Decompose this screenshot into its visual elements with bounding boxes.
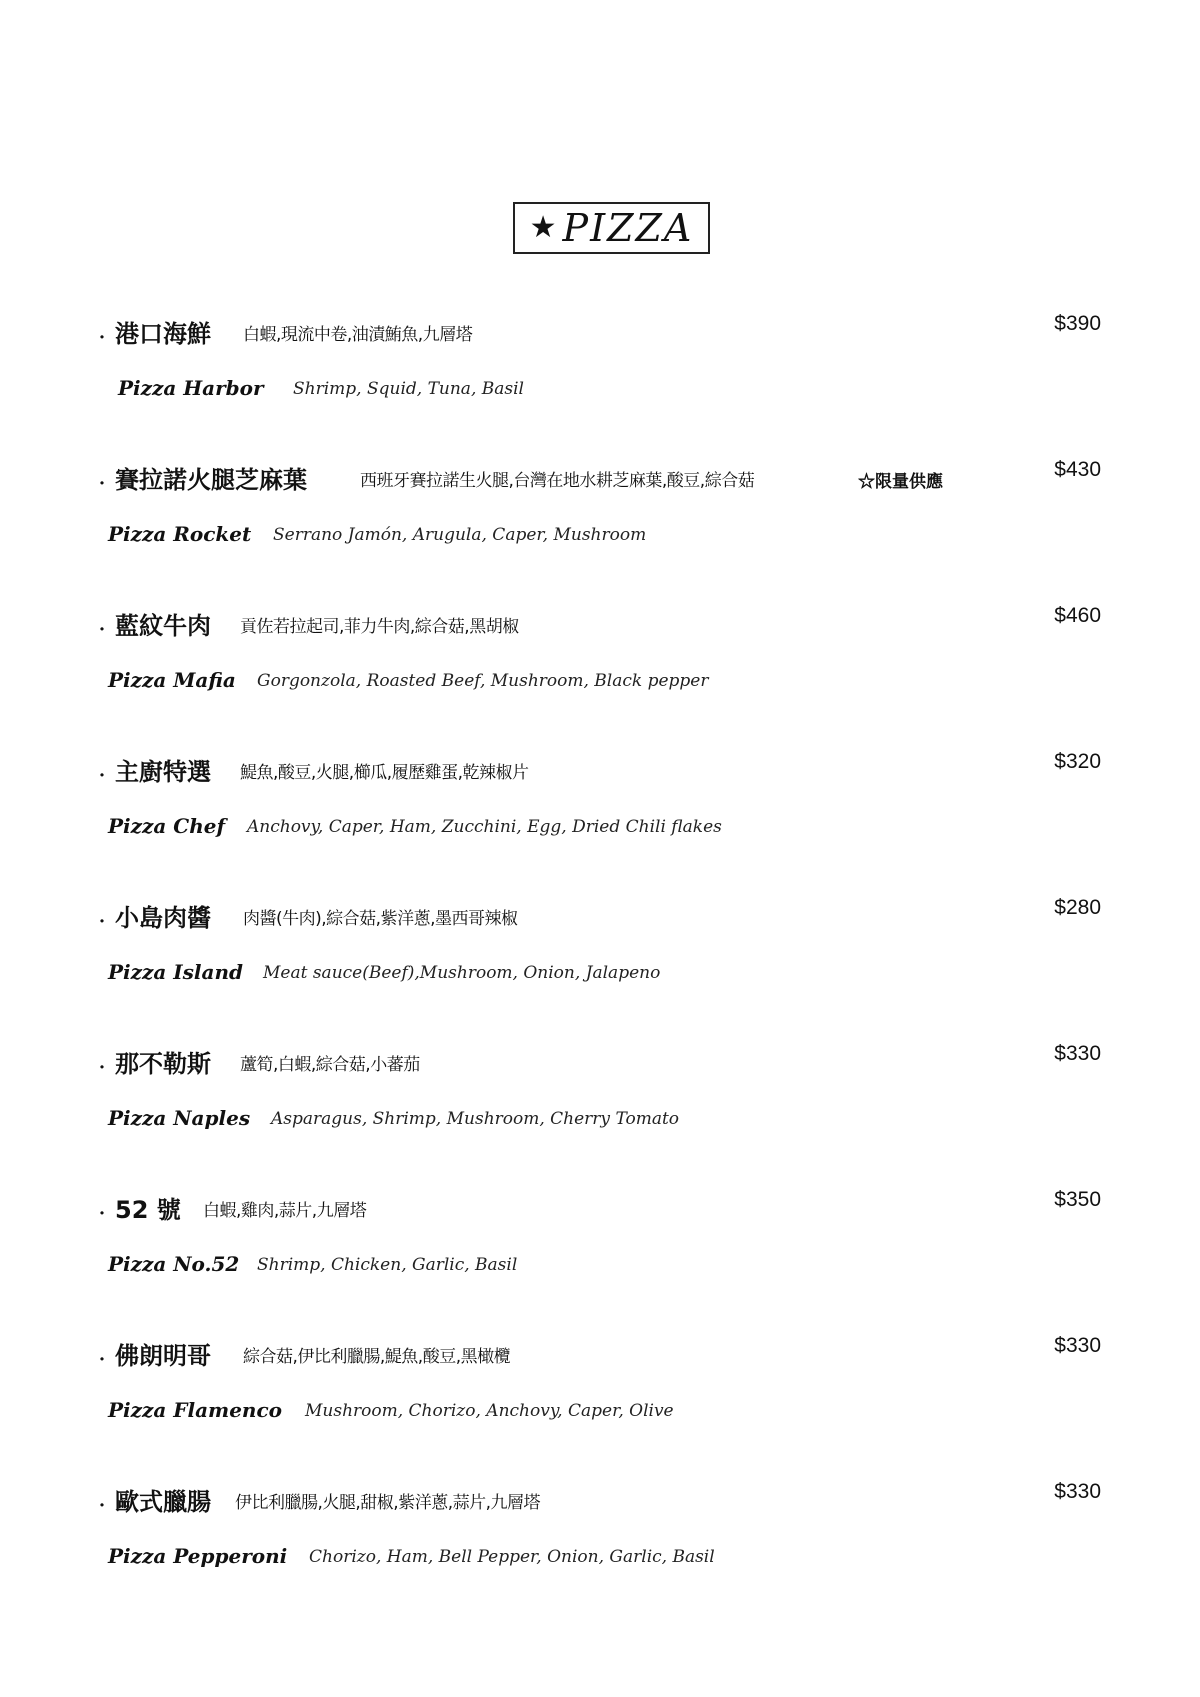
item-price: $350 bbox=[1054, 1188, 1101, 1211]
bullet-icon: ・ bbox=[93, 1350, 111, 1371]
item-english-name: Pizza Harbor bbox=[118, 376, 264, 400]
item-english-description: Mushroom, Chorizo, Anchovy, Caper, Olive bbox=[305, 1401, 674, 1421]
item-chinese-description: 伊比利臘腸,火腿,甜椒,紫洋蔥,蒜片,九層塔 bbox=[235, 1493, 541, 1513]
item-price: $330 bbox=[1054, 1480, 1101, 1503]
item-english-description: Chorizo, Ham, Bell Pepper, Onion, Garlic, Basil bbox=[309, 1547, 715, 1567]
item-chinese-description: 貢佐若拉起司,菲力牛肉,綜合菇,黑胡椒 bbox=[240, 617, 519, 637]
item-chinese-description: 鯷魚,酸豆,火腿,櫛瓜,履歷雞蛋,乾辣椒片 bbox=[240, 763, 529, 783]
item-english-description: Anchovy, Caper, Ham, Zucchini, Egg, Dried Chili flakes bbox=[247, 817, 722, 837]
item-chinese-description: 綜合菇,伊比利臘腸,鯷魚,酸豆,黑橄欖 bbox=[243, 1347, 511, 1367]
bullet-icon: ・ bbox=[93, 1204, 111, 1225]
item-english-name: Pizza Mafia bbox=[108, 668, 236, 692]
menu-item bbox=[0, 1188, 1200, 1340]
item-english-name: Pizza Chef bbox=[108, 814, 226, 838]
item-price: $330 bbox=[1054, 1042, 1101, 1065]
bullet-icon: ・ bbox=[93, 1496, 111, 1517]
menu-section-title bbox=[513, 202, 710, 254]
section-title-text: PIZZA bbox=[562, 206, 694, 250]
item-chinese-name: 佛朗明哥 bbox=[115, 1342, 211, 1370]
item-english-description: Asparagus, Shrimp, Mushroom, Cherry Tomato bbox=[271, 1109, 680, 1129]
item-english-name: Pizza Naples bbox=[108, 1106, 251, 1130]
item-chinese-name: 港口海鮮 bbox=[115, 320, 211, 348]
item-english-description: Shrimp, Squid, Tuna, Basil bbox=[293, 379, 524, 399]
limited-supply-note: ☆限量供應 bbox=[858, 472, 943, 492]
item-english-description: Shrimp, Chicken, Garlic, Basil bbox=[257, 1255, 518, 1275]
item-chinese-name: 52 號 bbox=[115, 1196, 181, 1224]
item-chinese-description: 西班牙賽拉諾生火腿,台灣在地水耕芝麻葉,酸豆,綜合菇 bbox=[360, 471, 755, 491]
item-chinese-name: 主廚特選 bbox=[115, 758, 211, 786]
item-chinese-name: 賽拉諾火腿芝麻葉 bbox=[115, 466, 307, 494]
item-chinese-name: 那不勒斯 bbox=[115, 1050, 211, 1078]
menu-item bbox=[0, 896, 1200, 1048]
bullet-icon: ・ bbox=[93, 620, 111, 641]
item-price: $390 bbox=[1054, 312, 1101, 335]
item-english-name: Pizza No.52 bbox=[108, 1252, 240, 1276]
item-price: $330 bbox=[1054, 1334, 1101, 1357]
item-chinese-name: 藍紋牛肉 bbox=[115, 612, 211, 640]
item-chinese-description: 蘆筍,白蝦,綜合菇,小蕃茄 bbox=[240, 1055, 420, 1075]
star-icon: ★ bbox=[529, 210, 557, 245]
menu-item bbox=[0, 750, 1200, 902]
bullet-icon: ・ bbox=[93, 474, 111, 495]
item-english-name: Pizza Pepperoni bbox=[108, 1544, 288, 1568]
item-price: $460 bbox=[1054, 604, 1101, 627]
item-price: $280 bbox=[1054, 896, 1101, 919]
item-chinese-name: 歐式臘腸 bbox=[115, 1488, 211, 1516]
item-english-name: Pizza Flamenco bbox=[108, 1398, 282, 1422]
item-chinese-description: 白蝦,現流中卷,油漬鮪魚,九層塔 bbox=[243, 325, 473, 345]
menu-item bbox=[0, 1480, 1200, 1632]
item-chinese-name: 小島肉醬 bbox=[115, 904, 211, 932]
menu-item bbox=[0, 1042, 1200, 1194]
item-english-name: Pizza Rocket bbox=[108, 522, 252, 546]
menu-item bbox=[0, 458, 1200, 610]
item-chinese-description: 肉醬(牛肉),綜合菇,紫洋蔥,墨西哥辣椒 bbox=[243, 909, 518, 929]
item-price: $320 bbox=[1054, 750, 1101, 773]
item-chinese-description: 白蝦,雞肉,蒜片,九層塔 bbox=[203, 1201, 367, 1221]
item-english-description: Gorgonzola, Roasted Beef, Mushroom, Black pepper bbox=[257, 671, 709, 691]
bullet-icon: ・ bbox=[93, 766, 111, 787]
item-english-name: Pizza Island bbox=[108, 960, 243, 984]
item-english-description: Meat sauce(Beef),Mushroom, Onion, Jalapeno bbox=[263, 963, 661, 983]
bullet-icon: ・ bbox=[93, 1058, 111, 1079]
menu-item bbox=[0, 604, 1200, 756]
item-english-description: Serrano Jamón, Arugula, Caper, Mushroom bbox=[273, 525, 647, 545]
item-price: $430 bbox=[1054, 458, 1101, 481]
bullet-icon: ・ bbox=[93, 328, 111, 349]
menu-item bbox=[0, 1334, 1200, 1486]
menu-item bbox=[0, 312, 1200, 464]
bullet-icon: ・ bbox=[93, 912, 111, 933]
